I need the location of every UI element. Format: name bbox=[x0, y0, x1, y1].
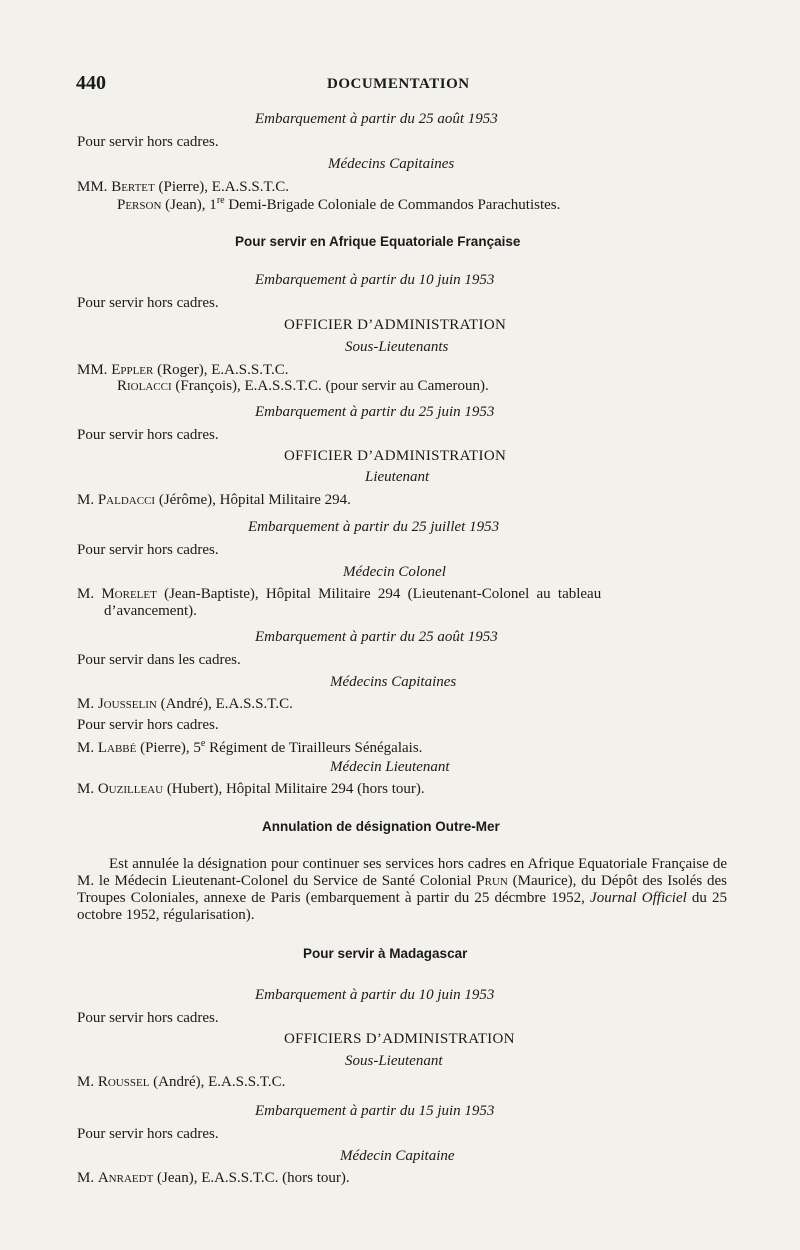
officer-entry: Riolacci (François), E.A.S.S.T.C. (pour servir au Cameroun). bbox=[117, 378, 489, 394]
rank-heading: Médecins Capitaines bbox=[330, 674, 457, 690]
officer-entry: MM. Bertet (Pierre), E.A.S.S.T.C. bbox=[77, 179, 290, 195]
embarkation-line: Embarquement à partir du 25 juillet 1953 bbox=[248, 519, 500, 535]
assignment-line: Pour servir hors cadres. bbox=[77, 1126, 219, 1142]
embarkation-line: Embarquement à partir du 25 juin 1953 bbox=[255, 404, 495, 420]
rank-heading: Sous-Lieutenants bbox=[345, 339, 449, 355]
assignment-line: Pour servir hors cadres. bbox=[77, 717, 219, 733]
officer-entry: M. Ouzilleau (Hubert), Hôpital Militaire 294 (hors tour). bbox=[77, 781, 425, 797]
corps-heading: OFFICIER D’ADMINISTRATION bbox=[284, 317, 507, 333]
rank-heading: Sous-Lieutenant bbox=[345, 1053, 443, 1069]
rank-heading: Médecin Capitaine bbox=[340, 1148, 455, 1164]
assignment-line: Pour servir hors cadres. bbox=[77, 1010, 219, 1026]
corps-heading: OFFICIERS D’ADMINISTRATION bbox=[284, 1031, 515, 1047]
assignment-line: Pour servir hors cadres. bbox=[77, 134, 219, 150]
annulation-paragraph: Est annulée la désignation pour continuer ses services hors cadres en Afrique Equatoriale Française de M. le Médecin Lieutenant-Colonel du Service de Santé Colonial Prun (Maurice), du Dépôt des Isolés des Troupes Coloniales, annexe de Paris (embarquement à partir du 25 décmbre 1952, Journal Officiel du 25 octobre 1952, régularisation). bbox=[77, 856, 727, 923]
assignment-line: Pour servir hors cadres. bbox=[77, 542, 219, 558]
rank-heading: Lieutenant bbox=[365, 469, 430, 485]
assignment-line: Pour servir dans les cadres. bbox=[77, 652, 241, 668]
officer-entry: M. Morelet (Jean-Baptiste), Hôpital Militaire 294 (Lieutenant-Colonel au tableau bbox=[77, 586, 602, 602]
section-heading: Pour servir à Madagascar bbox=[303, 946, 468, 961]
officer-entry: M. Jousselin (André), E.A.S.S.T.C. bbox=[77, 696, 293, 712]
running-header: DOCUMENTATION bbox=[327, 76, 470, 92]
embarkation-line: Embarquement à partir du 10 juin 1953 bbox=[255, 987, 495, 1003]
section-heading: Annulation de désignation Outre-Mer bbox=[262, 819, 500, 834]
section-heading: Pour servir en Afrique Equatoriale Française bbox=[235, 234, 521, 249]
rank-heading: Médecin Lieutenant bbox=[330, 759, 450, 775]
embarkation-line: Embarquement à partir du 25 août 1953 bbox=[255, 111, 498, 127]
officer-entry: M. Paldacci (Jérôme), Hôpital Militaire 294. bbox=[77, 492, 351, 508]
rank-heading: Médecin Colonel bbox=[343, 564, 446, 580]
embarkation-line: Embarquement à partir du 10 juin 1953 bbox=[255, 272, 495, 288]
officer-entry: MM. Eppler (Roger), E.A.S.S.T.C. bbox=[77, 362, 289, 378]
embarkation-line: Embarquement à partir du 25 août 1953 bbox=[255, 629, 498, 645]
officer-entry: M. Labbé (Pierre), 5e Régiment de Tirailleurs Sénégalais. bbox=[77, 738, 423, 756]
officer-entry-continuation: d’avancement). bbox=[104, 603, 197, 619]
corps-heading: OFFICIER D’ADMINISTRATION bbox=[284, 448, 507, 464]
officer-entry: M. Anraedt (Jean), E.A.S.S.T.C. (hors tour). bbox=[77, 1170, 350, 1186]
embarkation-line: Embarquement à partir du 15 juin 1953 bbox=[255, 1103, 495, 1119]
officer-entry: Person (Jean), 1re Demi-Brigade Coloniale de Commandos Parachutistes. bbox=[117, 195, 561, 213]
rank-heading: Médecins Capitaines bbox=[328, 156, 455, 172]
officer-entry: M. Roussel (André), E.A.S.S.T.C. bbox=[77, 1074, 286, 1090]
assignment-line: Pour servir hors cadres. bbox=[77, 295, 219, 311]
assignment-line: Pour servir hors cadres. bbox=[77, 427, 219, 443]
page-number: 440 bbox=[76, 72, 106, 94]
